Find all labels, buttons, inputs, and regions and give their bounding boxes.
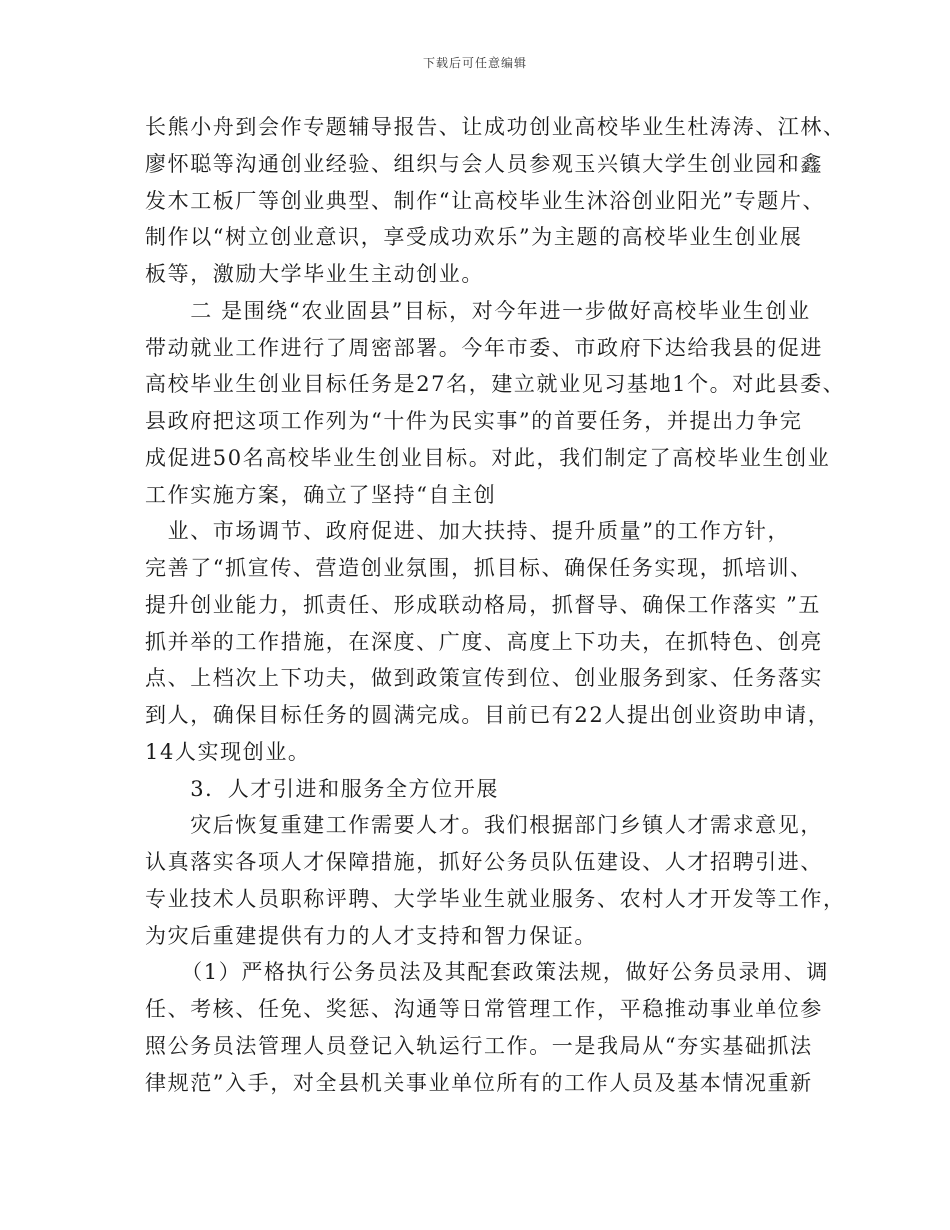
page-header: 下载后可任意编辑 bbox=[422, 56, 527, 70]
text-line: 专业技术人员职称评聘、大学毕业生就业服务、农村人才开发等工作， bbox=[145, 886, 846, 911]
text-line: 长熊小舟到会作专题辅导报告、让成功创业高校毕业生杜涛涛、江林、 bbox=[145, 115, 846, 139]
text-line: 工作实施方案，确立了坚持“自主创 bbox=[145, 482, 497, 507]
text-line: 完善了“抓宣传、营造创业氛围，抓目标、确保任务实现，抓培训、 bbox=[145, 556, 813, 580]
text-line: 到人，确保目标任务的圆满完成。目前已有22人提出创业资助申请， bbox=[145, 703, 831, 727]
text-line: 灾后恢复重建工作需要人才。我们根据部门乡镇人才需求意见， bbox=[190, 813, 823, 838]
text-line: 律规范”入手，对全县机关事业单位所有的工作人员及基本情况重新 bbox=[145, 1070, 813, 1095]
text-line: 抓并举的工作措施，在深度、广度、高度上下功夫，在抓特色、创亮 bbox=[145, 629, 823, 654]
text-line: 为灾后重建提供有力的人才支持和智力保证。 bbox=[145, 923, 597, 948]
text-line: 县政府把这项工作列为“十件为民实事”的首要任务，并提出力争完 bbox=[145, 409, 803, 433]
text-line: 照公务员法管理人员登记入轨运行工作。一是我局从“夯实基础抓法 bbox=[145, 1033, 813, 1058]
text-line: 廖怀聪等沟通创业经验、组织与会人员参观玉兴镇大学生创业园和鑫 bbox=[145, 151, 823, 176]
text-line: 二 是围绕“农业固县”目标，对今年进一步做好高校毕业生创业 bbox=[190, 298, 811, 323]
text-line: 高校毕业生创业目标任务是27名，建立就业见习基地1个。对此县委、 bbox=[145, 372, 846, 397]
text-line: （1）严格执行公务员法及其配套政策法规，做好公务员录用、调 bbox=[181, 960, 829, 985]
text-line: 带动就业工作进行了周密部署。今年市委、市政府下达给我县的促进 bbox=[145, 335, 823, 360]
text-line: 板等，激励大学毕业生主动创业。 bbox=[145, 262, 484, 286]
text-line: 发木工板厂等创业典型、制作“让高校毕业生沐浴创业阳光”专题片、 bbox=[145, 188, 826, 213]
text-line: 提升创业能力，抓责任、形成联动格局，抓督导、确保工作落实 ”五 bbox=[145, 592, 822, 617]
text-line: 14人实现创业。 bbox=[145, 739, 311, 764]
text-line: 制作以“树立创业意识，享受成功欢乐”为主题的高校毕业生创业展 bbox=[145, 225, 803, 250]
text-line: 3．人才引进和服务全方位开展 bbox=[190, 776, 499, 801]
text-line: 业、市场调节、政府促进、加大扶持、提升质量”的工作方针， bbox=[167, 519, 791, 544]
text-line: 任、考核、任免、奖惩、沟通等日常管理工作，平稳推动事业单位参 bbox=[145, 997, 823, 1021]
text-line: 成促进50名高校毕业生创业目标。对此，我们制定了高校毕业生创业 bbox=[145, 445, 831, 470]
text-line: 认真落实各项人才保障措施，抓好公务员队伍建设、人才招聘引进、 bbox=[145, 850, 823, 874]
text-line: 点、上档次上下功夫，做到政策宣传到位、创业服务到家、任务落实 bbox=[145, 666, 823, 691]
